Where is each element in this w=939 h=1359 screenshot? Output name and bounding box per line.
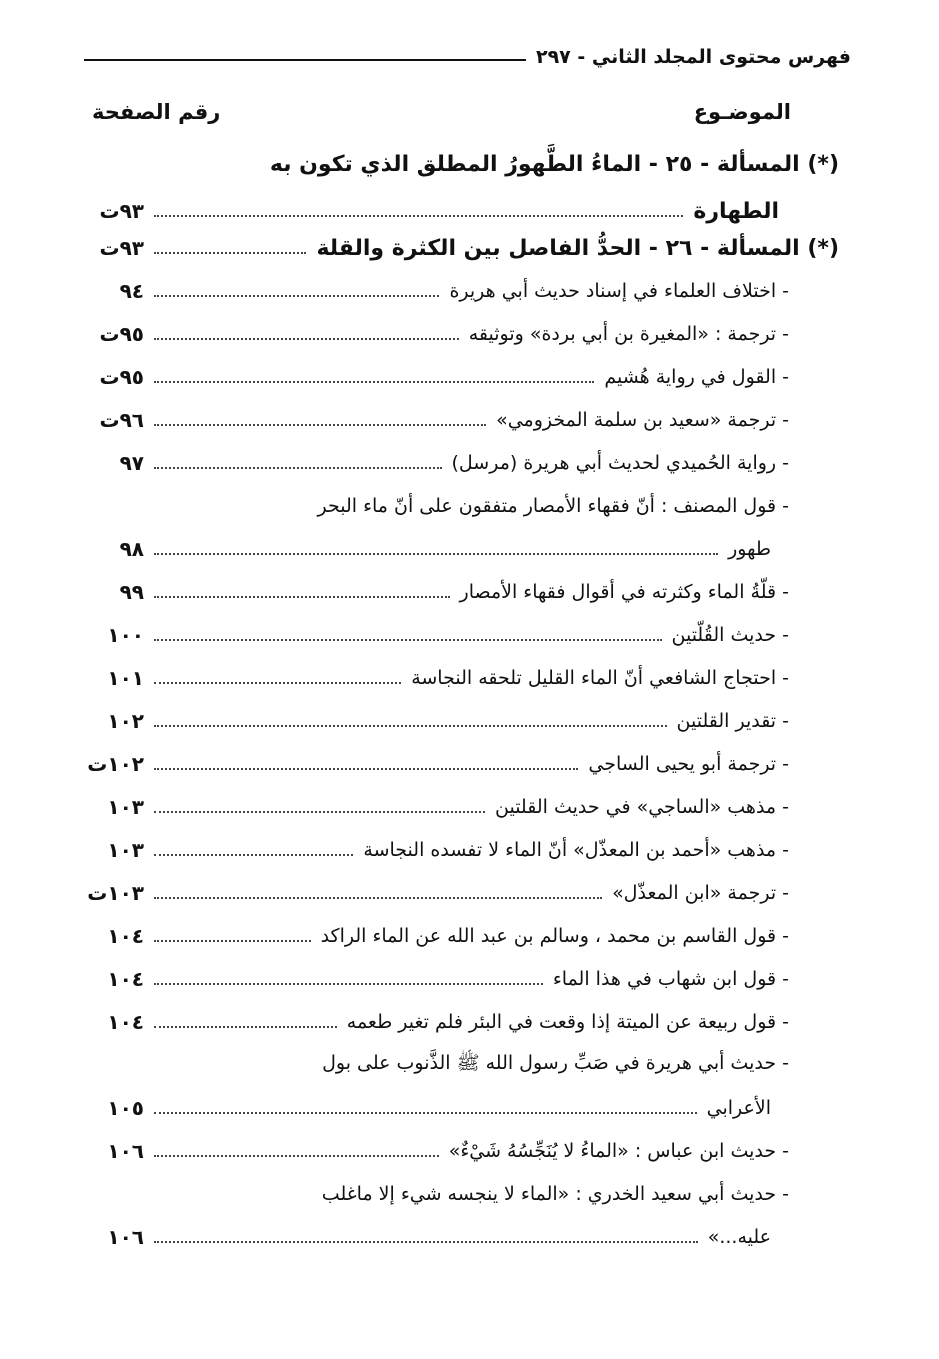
index-entry [74,146,839,182]
entry-page-number: ٩٧ [119,451,144,475]
dot-leader [154,1026,337,1028]
index-entry [74,660,789,696]
dot-leader [154,252,306,254]
index-entry [74,316,789,352]
dot-leader [154,295,439,297]
dot-leader [154,768,578,770]
dot-leader [154,1112,697,1114]
dot-leader [154,215,683,217]
entry-text: - اختلاف العلماء في إسناد حديث أبي هريرة [449,280,789,302]
dot-leader [154,338,459,340]
header-rule [84,59,526,61]
index-entry [74,402,789,438]
dot-leader [154,1241,698,1243]
entry-page-number: ١٠٤ [107,924,144,948]
column-headers [92,100,791,124]
entry-page-number: ١٠٢ [107,709,144,733]
entry-text: - قول القاسم بن محمد ، وسالم بن عبد الله عن الماء الراكد [320,925,789,947]
dot-leader [154,854,353,856]
entry-page-number: ٩٣ت [99,199,144,223]
entry-page-number: ١٠٣ [107,795,144,819]
entry-text: عليه...» [707,1226,771,1248]
entry-page-number: ١٠٦ [107,1139,144,1163]
index-entry [74,617,789,653]
entry-text: - قول ربيعة عن الميتة إذا وقعت في البئر فلم تغير طعمه [346,1011,789,1033]
dot-leader [154,596,450,598]
entry-page-number: ١٠٠ [107,623,144,647]
entry-page-number: ١٠٣ [107,838,144,862]
entry-text: - ترجمة «سعيد بن سلمة المخزومي» [496,409,789,431]
entry-page-number: ١٠٤ [107,967,144,991]
index-entry [74,961,789,997]
index-entry [74,574,789,610]
entry-text: - قول المصنف : أنّ فقهاء الأمصار متفقون على أنّ ماء البحر [317,495,789,517]
dot-leader [154,897,602,899]
entry-text: طهور [728,538,771,560]
entry-text: - رواية الحُميدي لحديث أبي هريرة (مرسل) [451,452,789,474]
entry-text: الطهارة [693,198,779,224]
dot-leader [154,381,594,383]
entry-page-number: ٩٨ [119,537,144,561]
entry-text: الأعرابي [706,1097,771,1119]
entry-page-number: ٩٥ت [99,322,144,346]
dot-leader [154,1155,439,1157]
entry-text: - احتجاج الشافعي أنّ الماء القليل تلحقه النجاسة [411,667,789,689]
entry-text: (*) المسألة - ٢٥ - الماءُ الطَّهورُ المطلق الذي تكون به [269,151,839,177]
index-entry [74,1219,771,1255]
entry-text: - ترجمة أبو يحيى الساجي [588,753,789,775]
header-title: فهرس محتوى المجلد الثاني - ٢٩٧ [535,46,851,68]
index-entry [74,273,789,309]
index-entry [74,1090,771,1126]
index-entry [74,918,789,954]
entry-text: - قول ابن شهاب في هذا الماء [552,968,789,990]
dot-leader [154,983,543,985]
entry-text: - مذهب «أحمد بن المعذّل» أنّ الماء لا تفسده النجاسة [363,839,789,861]
dot-leader [154,811,485,813]
dot-leader [154,940,311,942]
index-entry [74,193,779,229]
index-entry [74,789,789,825]
index-entry [74,1176,789,1212]
entry-text: - حديث أبي سعيد الخدري : «الماء لا ينجسه شيء إلا ماغلب [321,1183,789,1205]
page-column-header: رقم الصفحة [92,100,221,124]
entry-page-number: ٩٦ت [99,408,144,432]
index-entry [74,1047,789,1083]
entry-text: - ترجمة : «المغيرة بن أبي بردة» وتوثيقه [468,323,789,345]
entry-text: - ترجمة «ابن المعذّل» [612,882,789,904]
entry-text: - مذهب «الساجي» في حديث القلتين [495,796,789,818]
entry-page-number: ١٠٢ت [87,752,144,776]
index-entry [74,445,789,481]
entry-text: - حديث ابن عباس : «الماءُ لا يُنَجِّسُهُ شَيْءٌ» [448,1140,789,1162]
page-header [84,46,851,68]
index-entry [74,703,789,739]
entry-text: - القول في رواية هُشيم [604,366,789,388]
entry-page-number: ٩٣ت [99,236,144,260]
entry-text: (*) المسألة - ٢٦ - الحدُّ الفاصل بين الكثرة والقلة [316,235,839,261]
entry-text: - حديث أبي هريرة في صَبِّ رسول الله ﷺ الذَّنوب على بول [322,1052,789,1074]
entry-page-number: ٩٤ [119,279,144,303]
index-entry [74,746,789,782]
entry-text: - حديث القُلّتين [671,624,789,646]
dot-leader [154,725,667,727]
index-entry [74,531,771,567]
dot-leader [154,553,718,555]
index-entry [74,1004,789,1040]
entry-page-number: ٩٩ [119,580,144,604]
entry-page-number: ١٠٥ [107,1096,144,1120]
dot-leader [154,639,662,641]
entry-text: - تقدير القلتين [676,710,789,732]
entry-page-number: ١٠١ [107,666,144,690]
entry-page-number: ١٠٣ت [87,881,144,905]
index-entry [74,488,789,524]
dot-leader [154,424,486,426]
dot-leader [154,682,401,684]
entry-page-number: ١٠٦ [107,1225,144,1249]
index-entry [74,230,839,266]
entry-page-number: ٩٥ت [99,365,144,389]
index-entry [74,832,789,868]
index-entry [74,875,789,911]
dot-leader [154,467,442,469]
index-entry [74,1133,789,1169]
entry-page-number: ١٠٤ [107,1010,144,1034]
index-entry [74,359,789,395]
entry-text: - قلّةُ الماء وكثرته في أقوال فقهاء الأمصار [459,581,789,603]
topic-column-header: الموضـوع [693,100,791,124]
